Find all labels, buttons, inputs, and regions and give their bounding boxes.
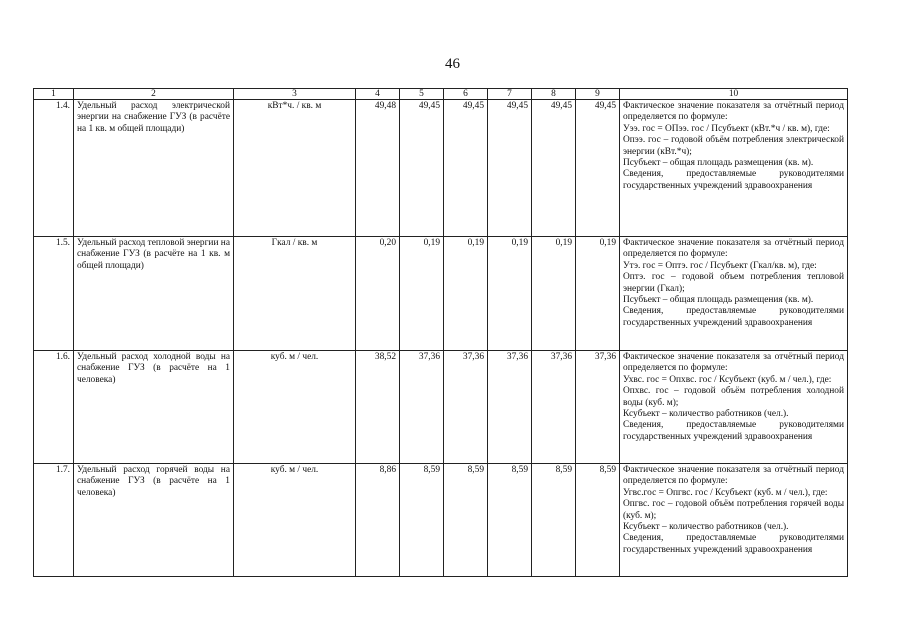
unit-cell: Гкал / кв. м xyxy=(234,237,356,351)
value-cell: 8,59 xyxy=(488,464,532,577)
value-cell: 0,19 xyxy=(400,237,444,351)
table-header-row xyxy=(34,89,848,100)
row-number: 1.7. xyxy=(34,464,74,577)
header-cell: 7 xyxy=(488,89,532,100)
indicators-table xyxy=(33,88,848,577)
value-cell: 0,19 xyxy=(488,237,532,351)
value-cell: 49,45 xyxy=(400,100,444,237)
table-row xyxy=(34,237,848,351)
value-cell: 49,45 xyxy=(488,100,532,237)
value-cell: 49,48 xyxy=(356,100,400,237)
description-cell xyxy=(620,100,848,237)
description-cell xyxy=(620,464,848,577)
value-cell: 0,19 xyxy=(532,237,576,351)
unit-cell: куб. м / чел. xyxy=(234,351,356,464)
value-cell: 8,59 xyxy=(444,464,488,577)
description-line: Псубъект – общая площадь размещения (кв. м). xyxy=(623,295,814,306)
header-cell: 5 xyxy=(400,89,444,100)
value-cell: 37,36 xyxy=(444,351,488,464)
header-cell: 3 xyxy=(234,89,356,100)
description-line: Опхвс. гос – годовой объём потребления холодной воды (куб. м); xyxy=(623,386,844,408)
value-cell: 0,20 xyxy=(356,237,400,351)
value-cell: 8,59 xyxy=(532,464,576,577)
header-cell: 10 xyxy=(620,89,848,100)
table-row xyxy=(34,351,848,464)
value-cell: 49,45 xyxy=(444,100,488,237)
description-line: Фактическое значение показателя за отчётный период определяется по формуле: xyxy=(623,238,844,260)
row-number: 1.4. xyxy=(34,100,74,237)
description-line: Ксубъект – количество работников (чел.). xyxy=(623,409,789,420)
value-cell: 37,36 xyxy=(488,351,532,464)
row-number: 1.5. xyxy=(34,237,74,351)
value-cell: 49,45 xyxy=(532,100,576,237)
description-line: Сведения, предоставляемые руководителями государственных учреждений здравоохранения xyxy=(623,306,844,328)
description-cell xyxy=(620,351,848,464)
indicator-name: Удельный расход холодной воды на снабжение ГУЗ (в расчёте на 1 человека) xyxy=(74,351,234,464)
value-cell: 49,45 xyxy=(576,100,620,237)
indicator-name: Удельный расход горячей воды на снабжение ГУЗ (в расчёте на 1 человека) xyxy=(74,464,234,577)
description-line: Оптэ. гос – годовой объем потребления тепловой энергии (Гкал); xyxy=(623,272,844,294)
row-number: 1.6. xyxy=(34,351,74,464)
header-cell: 8 xyxy=(532,89,576,100)
description-line: Фактическое значение показателя за отчётный период определяется по формуле: xyxy=(623,101,844,123)
header-cell: 9 xyxy=(576,89,620,100)
table-row xyxy=(34,100,848,237)
value-cell: 38,52 xyxy=(356,351,400,464)
value-cell: 37,36 xyxy=(532,351,576,464)
description-line: Сведения, предоставляемые руководителями государственных учреждений здравоохранения xyxy=(623,533,844,555)
value-cell: 8,86 xyxy=(356,464,400,577)
description-line: Фактическое значение показателя за отчётный период определяется по формуле: xyxy=(623,465,844,487)
value-cell: 37,36 xyxy=(576,351,620,464)
description-line: Ухвс. гос = Опхвс. гос / Ксубъект (куб. м / чел.), где: xyxy=(623,374,832,385)
indicator-name: Удельный расход электрической энергии на снабжение ГУЗ (в расчёте на 1 кв. м общей площади) xyxy=(74,100,234,237)
description-line: Псубъект – общая площадь размещения (кв. м). xyxy=(623,158,814,169)
header-cell: 2 xyxy=(74,89,234,100)
value-cell: 8,59 xyxy=(400,464,444,577)
description-line: Опээ. гос – годовой объём потребления электрической энергии (кВт.*ч); xyxy=(623,135,844,157)
value-cell: 0,19 xyxy=(444,237,488,351)
description-line: Сведения, предоставляемые руководителями государственных учреждений здравоохранения xyxy=(623,169,844,191)
header-cell: 4 xyxy=(356,89,400,100)
value-cell: 8,59 xyxy=(576,464,620,577)
unit-cell: кВт*ч. / кв. м xyxy=(234,100,356,237)
description-line: Опгвс. гос – годовой объём потребления горячей воды (куб. м); xyxy=(623,499,844,521)
header-cell: 6 xyxy=(444,89,488,100)
description-cell xyxy=(620,237,848,351)
header-cell: 1 xyxy=(34,89,74,100)
indicator-name: Удельный расход тепловой энергии на снабжение ГУЗ (в расчёте на 1 кв. м общей площади) xyxy=(74,237,234,351)
description-line: Ксубъект – количество работников (чел.). xyxy=(623,522,789,533)
description-line: Сведения, предоставляемые руководителями государственных учреждений здравоохранения xyxy=(623,420,844,442)
description-line: Фактическое значение показателя за отчётный период определяется по формуле: xyxy=(623,352,844,374)
value-cell: 37,36 xyxy=(400,351,444,464)
description-line: Утэ. гос = Оптэ. гос / Псубъект (Гкал/кв. м), где: xyxy=(623,260,817,271)
table-row xyxy=(34,464,848,577)
description-line: Уээ. гос = ОПээ. гос / Псубъект (кВт.*ч / кв. м), где: xyxy=(623,123,830,134)
page-number: 46 xyxy=(445,56,460,72)
unit-cell: куб. м / чел. xyxy=(234,464,356,577)
description-line: Угвс.гос = Опгвс. гос / Ксубъект (куб. м / чел.), где: xyxy=(623,487,828,498)
value-cell: 0,19 xyxy=(576,237,620,351)
